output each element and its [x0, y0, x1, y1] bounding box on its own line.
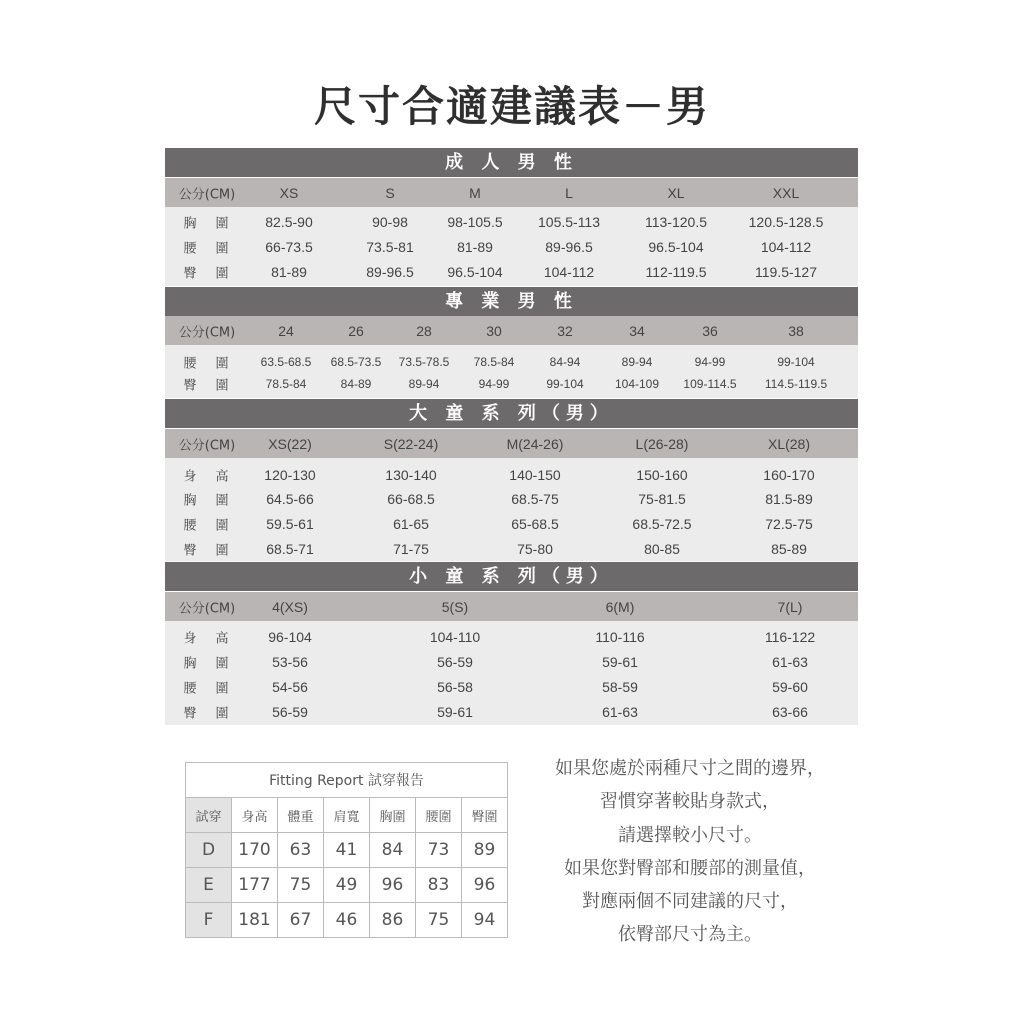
- column-header: 腰圍: [416, 798, 462, 833]
- table-cell: 49: [324, 868, 370, 903]
- size-label: 6(M): [605, 598, 635, 615]
- measurement-cell: 59-61: [437, 704, 473, 720]
- page-title: 尺寸合適建議表－男: [313, 82, 710, 131]
- measurement-cell: 72.5-75: [765, 516, 813, 532]
- table-cell: 89: [462, 833, 508, 868]
- row-label-char: 臀: [183, 266, 197, 282]
- column-header: 身高: [232, 798, 278, 833]
- measurement-cell: 120.5-128.5: [748, 214, 824, 230]
- section-header: 專 業 男 性: [165, 287, 858, 316]
- column-header: 試穿: [186, 798, 232, 833]
- measurement-cell: 59.5-61: [266, 516, 314, 532]
- measurement-cell: 81-89: [457, 239, 493, 255]
- size-label: 28: [416, 322, 432, 339]
- measurement-cell: 89-96.5: [366, 264, 414, 280]
- table-cell: 46: [324, 903, 370, 938]
- measurement-cell: 75-81.5: [638, 491, 686, 507]
- row-label-char: 腰: [183, 681, 197, 697]
- measurement-cell: 104-112: [760, 239, 812, 255]
- table-cell: 84: [370, 833, 416, 868]
- measurement-cell: 58-59: [602, 679, 638, 695]
- measurement-cell: 99-104: [777, 355, 815, 369]
- row-label-char: 腰: [183, 518, 197, 534]
- measurement-cell: 99-104: [546, 377, 584, 391]
- size-label: 36: [702, 322, 718, 339]
- measurement-cell: 150-160: [636, 467, 688, 483]
- row-label-char: 臀: [183, 543, 197, 559]
- measurement-cell: 73.5-78.5: [398, 355, 450, 369]
- row-label-char: 高: [215, 631, 229, 647]
- table-cell: 170: [232, 833, 278, 868]
- row-label-char: 圍: [215, 378, 229, 394]
- row-label-char: 圍: [215, 493, 229, 509]
- row-label-char: 圍: [215, 518, 229, 534]
- note-line: 如果您對臀部和腰部的測量值，: [564, 857, 816, 879]
- unit-label: 公分(CM): [178, 325, 236, 340]
- row-label-char: 圍: [215, 543, 229, 559]
- measurement-cell: 66-68.5: [387, 491, 435, 507]
- measurement-cell: 96-104: [268, 629, 312, 645]
- row-label-char: 胸: [183, 493, 197, 509]
- table-cell: 73: [416, 833, 462, 868]
- size-label: 7(L): [777, 598, 803, 615]
- model-label: F: [186, 903, 232, 938]
- measurement-cell: 94-99: [478, 377, 510, 391]
- size-label: M(24-26): [506, 435, 564, 452]
- measurement-cell: 98-105.5: [447, 214, 503, 230]
- measurement-cell: 56-59: [272, 704, 308, 720]
- measurement-cell: 104-112: [543, 264, 595, 280]
- measurement-cell: 96.5-104: [648, 239, 704, 255]
- measurement-cell: 63-66: [772, 704, 808, 720]
- measurement-cell: 65-68.5: [511, 516, 559, 532]
- unit-label: 公分(CM): [178, 601, 236, 616]
- measurement-cell: 104-110: [429, 629, 481, 645]
- measurement-cell: 75-80: [517, 541, 553, 557]
- measurement-cell: 71-75: [393, 541, 429, 557]
- size-label: 26: [348, 322, 364, 339]
- measurement-cell: 89-94: [408, 377, 440, 391]
- measurement-cell: 61-63: [602, 704, 638, 720]
- column-header: 體重: [278, 798, 324, 833]
- measurement-cell: 96.5-104: [447, 264, 503, 280]
- fitting-header-row: [186, 798, 508, 833]
- table-row: [186, 903, 508, 938]
- row-label-char: 身: [183, 631, 197, 647]
- measurement-cell: 89-96.5: [545, 239, 593, 255]
- row-label-char: 圍: [215, 356, 229, 372]
- measurement-cell: 59-61: [602, 654, 638, 670]
- measurement-cell: 84-89: [340, 377, 372, 391]
- row-label-char: 圍: [215, 241, 229, 257]
- size-label: M: [469, 184, 481, 201]
- size-label: 30: [486, 322, 502, 339]
- measurement-cell: 160-170: [763, 467, 815, 483]
- measurement-cell: 140-150: [509, 467, 561, 483]
- measurement-cell: 119.5-127: [754, 264, 818, 280]
- measurement-cell: 66-73.5: [265, 239, 313, 255]
- model-label: D: [186, 833, 232, 868]
- row-label-char: 腰: [183, 356, 197, 372]
- measurement-cell: 61-65: [393, 516, 429, 532]
- measurement-cell: 112-119.5: [645, 264, 707, 280]
- measurement-cell: 110-116: [595, 629, 645, 645]
- model-label: E: [186, 868, 232, 903]
- table-row: [186, 868, 508, 903]
- row-label-char: 臀: [183, 706, 197, 722]
- table-cell: 67: [278, 903, 324, 938]
- size-label: S(22-24): [383, 435, 439, 452]
- measurement-cell: 64.5-66: [266, 491, 314, 507]
- size-row-background: [165, 178, 858, 207]
- measurement-cell: 68.5-72.5: [632, 516, 692, 532]
- row-label-char: 胸: [183, 216, 197, 232]
- measurement-cell: 61-63: [772, 654, 808, 670]
- table-cell: 181: [232, 903, 278, 938]
- measurement-cell: 90-98: [372, 214, 408, 230]
- measurement-cell: 59-60: [772, 679, 808, 695]
- size-label: 38: [788, 322, 804, 339]
- measurement-cell: 104-109: [614, 377, 660, 391]
- measurement-cell: 109-114.5: [683, 377, 737, 391]
- size-label: XL(28): [767, 435, 811, 452]
- measurement-cell: 94-99: [694, 355, 726, 369]
- measurement-cell: 78.5-84: [265, 377, 307, 391]
- table-row: [186, 833, 508, 868]
- measurement-cell: 68.5-75: [511, 491, 559, 507]
- size-label: 34: [629, 322, 645, 339]
- measurement-cell: 105.5-113: [537, 214, 601, 230]
- size-label: XXL: [772, 184, 800, 201]
- note-line: 如果您處於兩種尺寸之間的邊界，: [555, 758, 825, 779]
- fitting-caption: Fitting Report 試穿報告: [186, 763, 508, 798]
- measurement-cell: 82.5-90: [265, 214, 313, 230]
- measurement-cell: 73.5-81: [366, 239, 414, 255]
- note-line: 對應兩個不同建議的尺寸，: [582, 891, 798, 913]
- size-label: XS(22): [268, 435, 312, 452]
- fitting-caption-row: [186, 763, 508, 798]
- table-cell: 94: [462, 903, 508, 938]
- measurement-cell: 78.5-84: [473, 355, 515, 369]
- measurement-cell: 56-59: [437, 654, 473, 670]
- row-label-char: 身: [183, 469, 197, 485]
- table-cell: 96: [462, 868, 508, 903]
- unit-label: 公分(CM): [178, 438, 236, 453]
- size-label: 32: [557, 322, 573, 339]
- table-cell: 63: [278, 833, 324, 868]
- fitting-report-table: [185, 762, 508, 938]
- measurement-cell: 130-140: [385, 467, 437, 483]
- size-label: 24: [278, 322, 294, 339]
- note-line: 習慣穿著較貼身款式，: [600, 791, 780, 813]
- table-cell: 41: [324, 833, 370, 868]
- measurement-cell: 63.5-68.5: [260, 355, 312, 369]
- row-label-char: 臀: [183, 378, 197, 394]
- table-cell: 75: [278, 868, 324, 903]
- measurement-cell: 85-89: [771, 541, 807, 557]
- size-label: XL: [667, 184, 685, 201]
- table-cell: 75: [416, 903, 462, 938]
- measurement-cell: 116-122: [764, 629, 816, 645]
- unit-label: 公分(CM): [178, 187, 236, 202]
- row-label-char: 圍: [215, 216, 229, 232]
- measurement-cell: 53-56: [272, 654, 308, 670]
- section-header: 小 童 系 列（男）: [165, 562, 858, 591]
- measurement-cell: 81.5-89: [765, 491, 813, 507]
- section-header: 成 人 男 性: [165, 148, 858, 177]
- column-header: 臀圍: [462, 798, 508, 833]
- row-label-char: 圍: [215, 681, 229, 697]
- measurement-cell: 80-85: [644, 541, 680, 557]
- row-label-char: 腰: [183, 241, 197, 257]
- row-label-char: 胸: [183, 656, 197, 672]
- size-label: L(26-28): [635, 435, 689, 452]
- size-row-background: [165, 316, 858, 345]
- row-label-char: 圍: [215, 656, 229, 672]
- measurement-cell: 89-94: [621, 355, 653, 369]
- section-header: 大 童 系 列（男）: [165, 399, 858, 428]
- table-cell: 86: [370, 903, 416, 938]
- size-label: 5(S): [441, 598, 469, 615]
- row-label-char: 高: [215, 469, 229, 485]
- size-label: L: [565, 184, 573, 201]
- measurement-cell: 81-89: [271, 264, 307, 280]
- size-row-background: [165, 592, 858, 621]
- measurement-cell: 114.5-119.5: [764, 377, 828, 391]
- measurement-cell: 54-56: [272, 679, 308, 695]
- row-label-char: 圍: [215, 706, 229, 722]
- sizing-note: [500, 752, 880, 952]
- measurement-cell: 84-94: [549, 355, 581, 369]
- measurement-cell: 120-130: [264, 467, 316, 483]
- note-line: 依臀部尺寸為主。: [618, 924, 762, 946]
- measurement-cell: 68.5-73.5: [330, 355, 382, 369]
- table-cell: 96: [370, 868, 416, 903]
- size-label: XS: [279, 184, 299, 201]
- table-cell: 83: [416, 868, 462, 903]
- column-header: 肩寬: [324, 798, 370, 833]
- note-line: 請選擇較小尺寸。: [618, 824, 762, 846]
- row-label-char: 圍: [215, 266, 229, 282]
- measurement-cell: 68.5-71: [266, 541, 314, 557]
- table-cell: 177: [232, 868, 278, 903]
- column-header: 胸圍: [370, 798, 416, 833]
- measurement-cell: 113-120.5: [644, 214, 708, 230]
- size-label: 4(XS): [272, 598, 308, 615]
- size-label: S: [385, 184, 395, 201]
- measurement-cell: 56-58: [437, 679, 473, 695]
